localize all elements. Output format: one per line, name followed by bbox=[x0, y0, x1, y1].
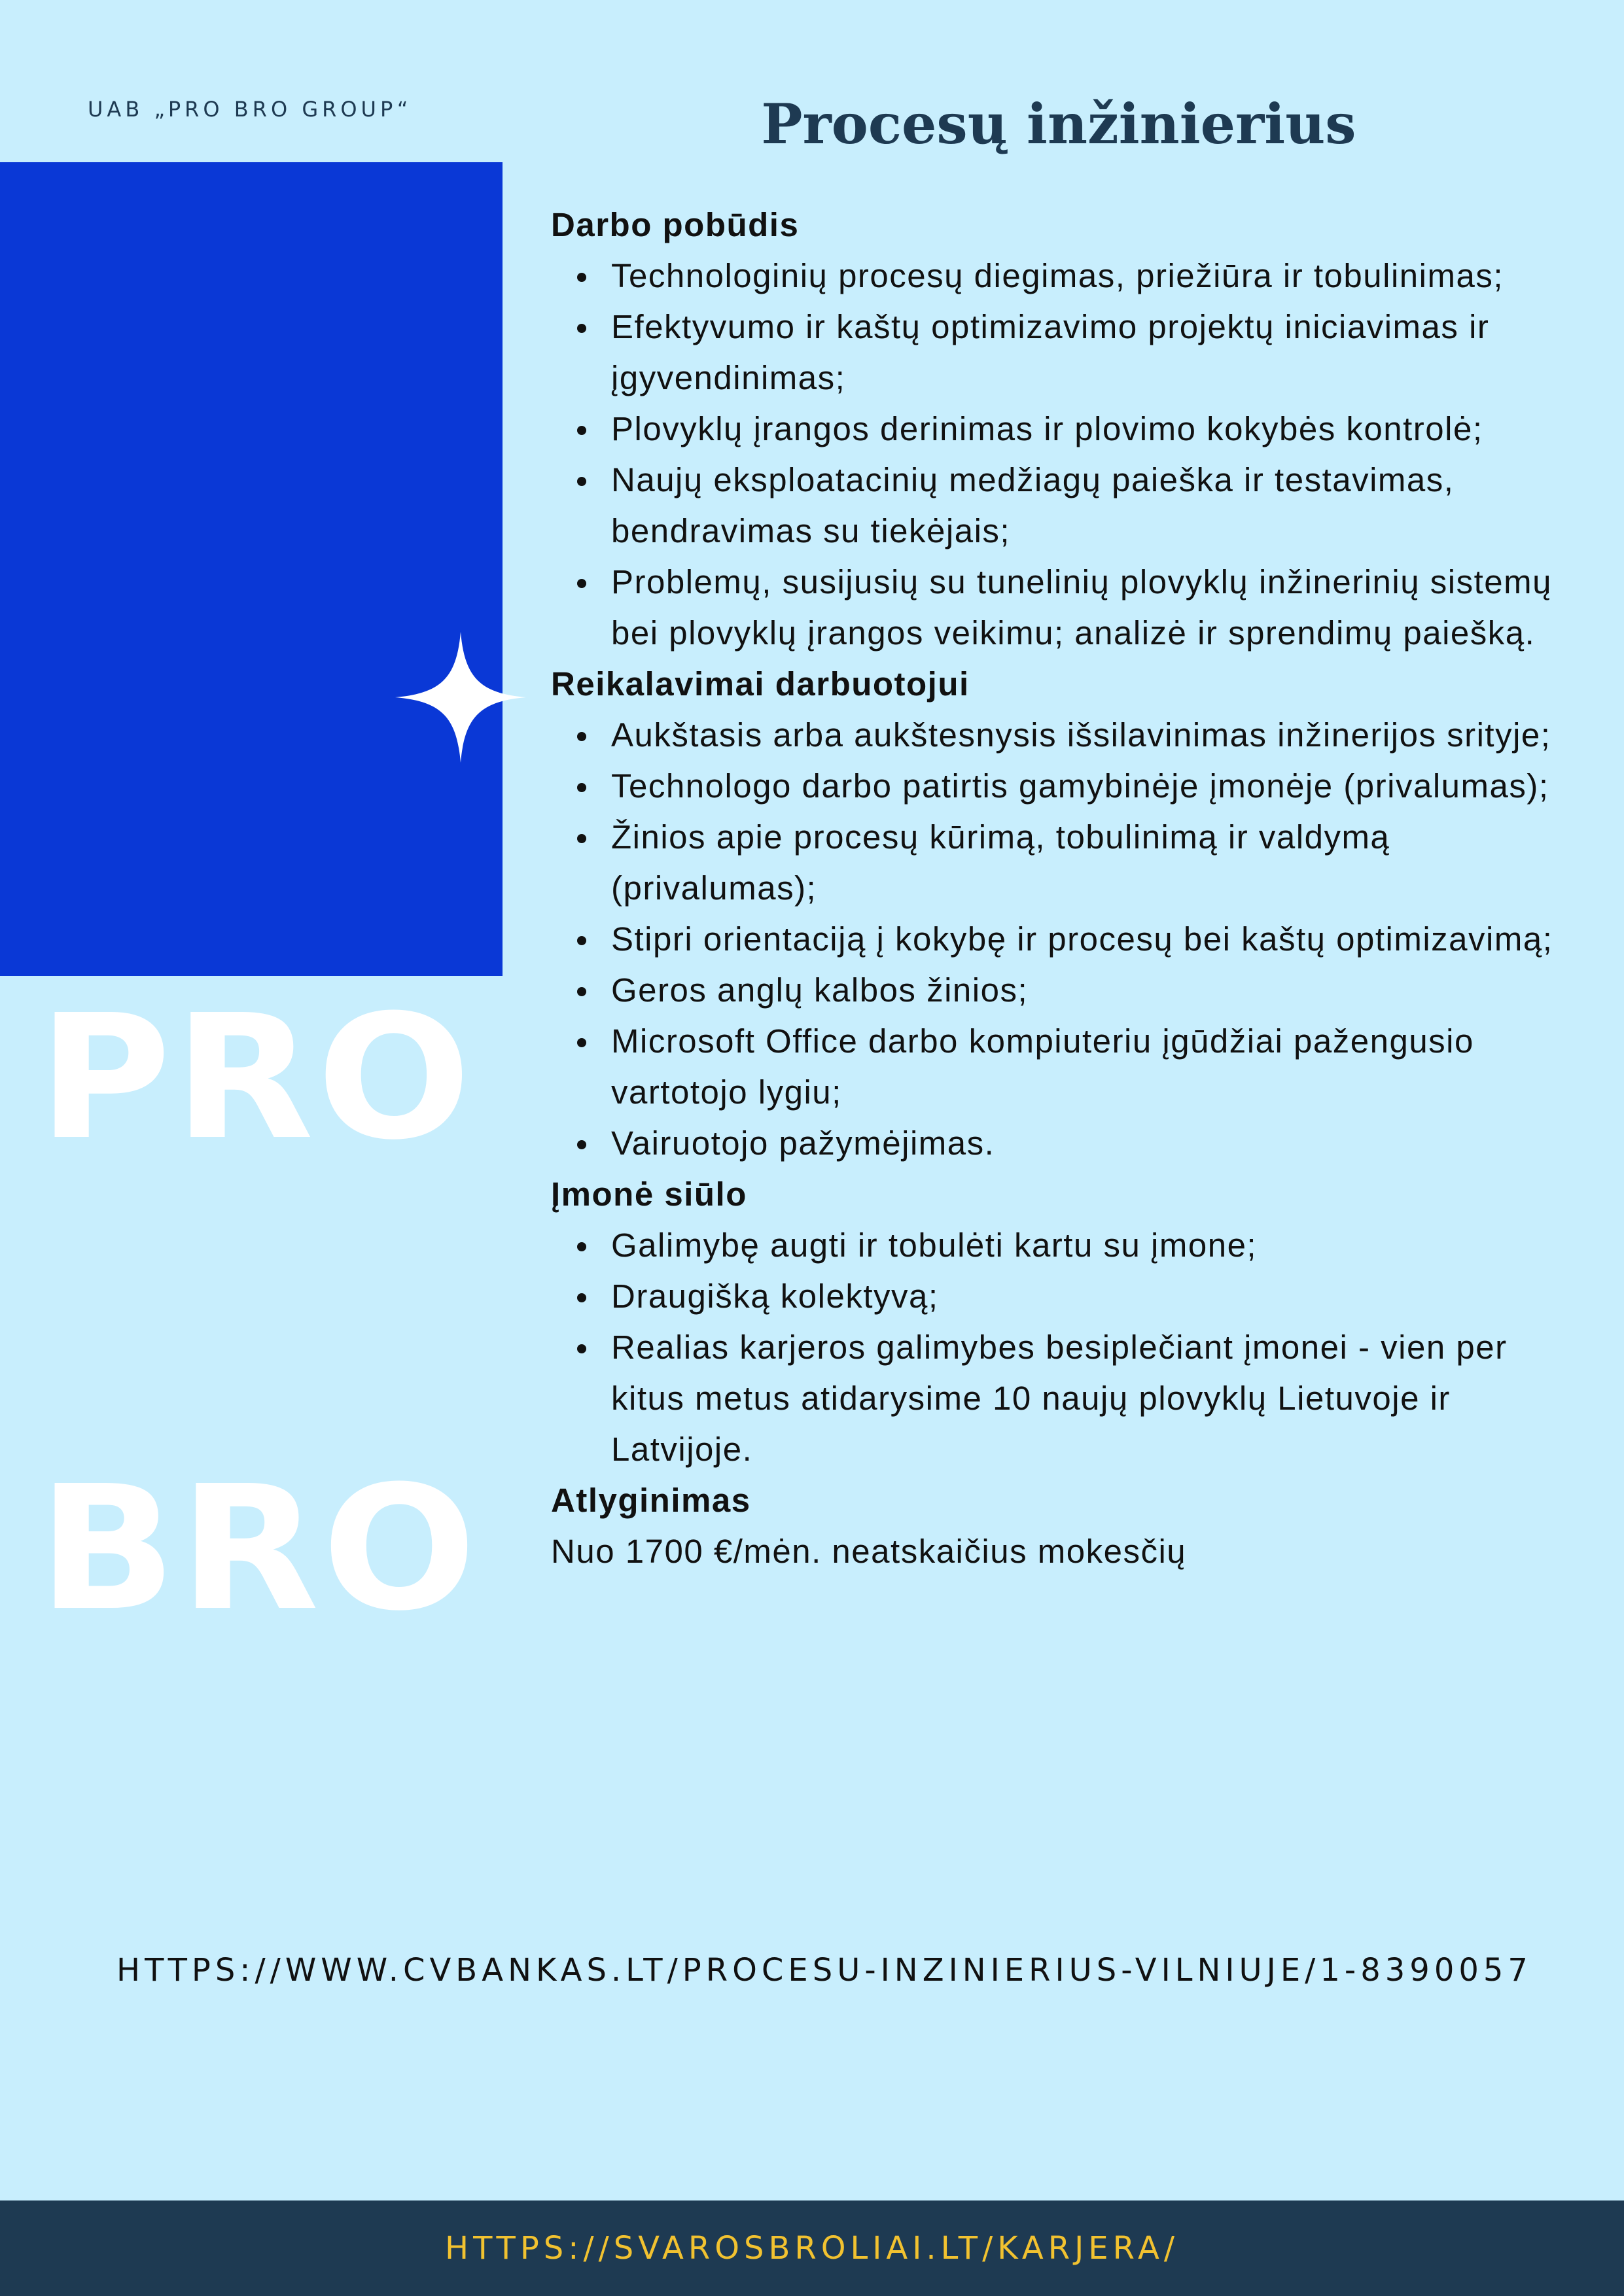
list-item: Efektyvumo ir kaštų optimizavimo projektų iniciavimas ir įgyvendinimas; bbox=[551, 302, 1572, 404]
logo-line-pro: PRO bbox=[38, 978, 474, 1177]
pro-bro-logo bbox=[0, 162, 503, 1648]
list-item: Aukštasis arba aukštesnysis išsilavinimas inžinerijos srityje; bbox=[551, 710, 1572, 761]
job-posting-link[interactable]: HTTPS://WWW.CVBANKAS.LT/PROCESU-INZINIERIUS-VILNIUJE/1-8390057 bbox=[116, 1952, 1532, 1989]
list-item: Realias karjeros galimybes besiplečiant įmonei - vien per kitus metus atidarysime 10 naujų plovyklų Lietuvoje ir Latvijoje. bbox=[551, 1322, 1572, 1475]
job-title: Procesų inžinierius bbox=[761, 92, 1356, 156]
list-item: Plovyklų įrangos derinimas ir plovimo kokybės kontrolė; bbox=[551, 404, 1572, 455]
list-item: Stipri orientaciją į kokybę ir procesų bei kaštų optimizavimą; bbox=[551, 914, 1572, 965]
logo-line-bro: BRO bbox=[38, 1449, 480, 1648]
list-item: Geros anglų kalbos žinios; bbox=[551, 965, 1572, 1016]
company-name: UAB „PRO BRO GROUP“ bbox=[88, 97, 412, 122]
list-item: Draugišką kolektyvą; bbox=[551, 1271, 1572, 1322]
list-item: Microsoft Office darbo kompiuteriu įgūdžiai pažengusio vartotojo lygiu; bbox=[551, 1016, 1572, 1118]
duties-list bbox=[551, 251, 1572, 659]
salary-heading: Atlyginimas bbox=[551, 1482, 751, 1519]
list-item: Galimybę augti ir tobulėti kartu su įmone; bbox=[551, 1220, 1572, 1271]
duties-heading: Darbo pobūdis bbox=[551, 206, 800, 243]
salary-text: Nuo 1700 €/mėn. neatskaičius mokesčių bbox=[551, 1533, 1187, 1570]
footer-bar bbox=[0, 2200, 1624, 2296]
job-description bbox=[551, 200, 1572, 1577]
offer-heading: Įmonė siūlo bbox=[551, 1175, 747, 1213]
list-item: Technologo darbo patirtis gamybinėje įmonėje (privalumas); bbox=[551, 761, 1572, 812]
requirements-list bbox=[551, 710, 1572, 1169]
list-item: Problemų, susijusių su tunelinių plovyklų inžinerinių sistemų bei plovyklų įrangos veikimu; analizė ir sprendimų paiešką. bbox=[551, 557, 1572, 659]
offer-list bbox=[551, 1220, 1572, 1475]
list-item: Žinios apie procesų kūrimą, tobulinimą ir valdymą (privalumas); bbox=[551, 812, 1572, 914]
requirements-heading: Reikalavimai darbuotojui bbox=[551, 665, 970, 703]
career-page-link[interactable]: HTTPS://SVAROSBROLIAI.LT/KARJERA/ bbox=[444, 2230, 1180, 2267]
list-item: Vairuotojo pažymėjimas. bbox=[551, 1118, 1572, 1169]
logo-wordmark bbox=[38, 686, 479, 1941]
list-item: Naujų eksploatacinių medžiagų paieška ir testavimas, bendravimas su tiekėjais; bbox=[551, 455, 1572, 557]
list-item: Technologinių procesų diegimas, priežiūra ir tobulinimas; bbox=[551, 251, 1572, 302]
sparkle-icon bbox=[395, 632, 526, 763]
